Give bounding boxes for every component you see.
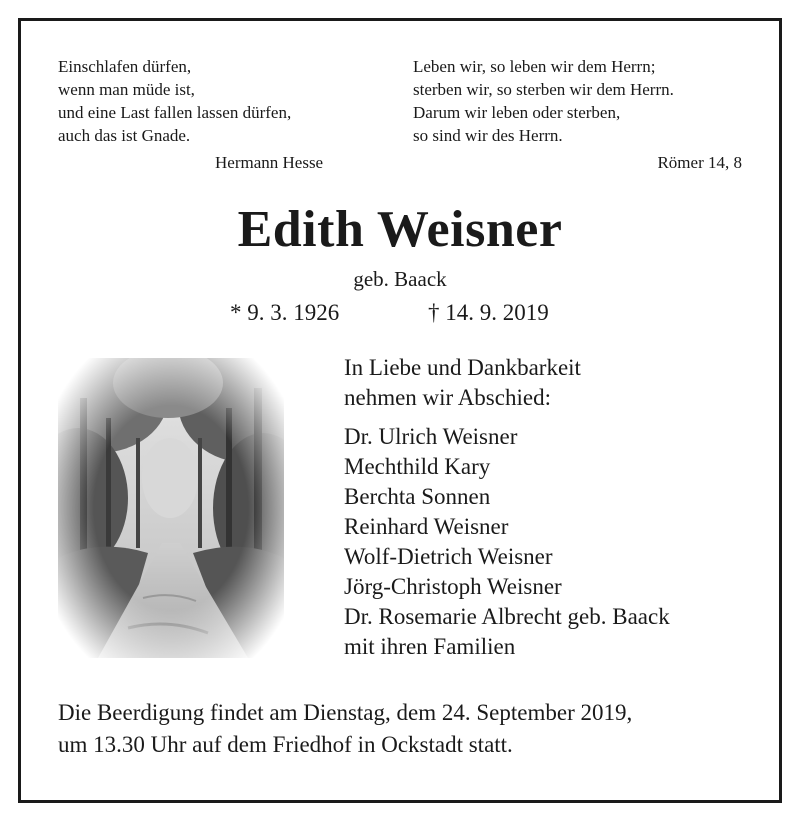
forest-path-photo bbox=[58, 358, 284, 658]
funeral-line: Die Beerdigung findet am Dienstag, dem 24. September 2019, bbox=[58, 700, 633, 725]
verse-source: Römer 14, 8 bbox=[657, 153, 742, 172]
list-item: Reinhard Weisner bbox=[344, 514, 509, 539]
deceased-name: Edith Weisner bbox=[237, 201, 563, 258]
list-item: Berchta Sonnen bbox=[344, 484, 491, 509]
verse-line: so sind wir des Herrn. bbox=[413, 126, 563, 145]
maiden-name: geb. Baack bbox=[353, 267, 447, 291]
funeral-line: um 13.30 Uhr auf dem Friedhof in Ockstadt statt. bbox=[58, 732, 513, 757]
verse-author: Hermann Hesse bbox=[215, 153, 324, 172]
list-item: Wolf-Dietrich Weisner bbox=[344, 544, 553, 569]
verse-line: Darum wir leben oder sterben, bbox=[413, 103, 621, 122]
funeral-notice bbox=[58, 697, 632, 761]
hesse-verse bbox=[58, 55, 358, 147]
verse-line: Leben wir, so leben wir dem Herrn; bbox=[413, 57, 656, 76]
list-item: mit ihren Familien bbox=[344, 634, 516, 659]
list-item: Jörg-Christoph Weisner bbox=[344, 574, 562, 599]
list-item: Mechthild Kary bbox=[344, 454, 491, 479]
verse-line: und eine Last fallen lassen dürfen, bbox=[58, 103, 292, 122]
farewell-intro bbox=[344, 353, 581, 413]
verse-line: wenn man müde ist, bbox=[58, 80, 195, 99]
verse-line: Einschlafen dürfen, bbox=[58, 57, 192, 76]
death-date: † 14. 9. 2019 bbox=[428, 300, 549, 325]
bible-verse bbox=[413, 55, 748, 147]
verse-line: sterben wir, so sterben wir dem Herrn. bbox=[413, 80, 674, 99]
mourners-list bbox=[344, 422, 670, 662]
intro-line: nehmen wir Abschied: bbox=[344, 385, 551, 410]
list-item: Dr. Ulrich Weisner bbox=[344, 424, 518, 449]
verse-line: auch das ist Gnade. bbox=[58, 126, 191, 145]
intro-line: In Liebe und Dankbarkeit bbox=[344, 355, 581, 380]
birth-date: * 9. 3. 1926 bbox=[230, 300, 340, 325]
list-item: Dr. Rosemarie Albrecht geb. Baack bbox=[344, 604, 670, 629]
